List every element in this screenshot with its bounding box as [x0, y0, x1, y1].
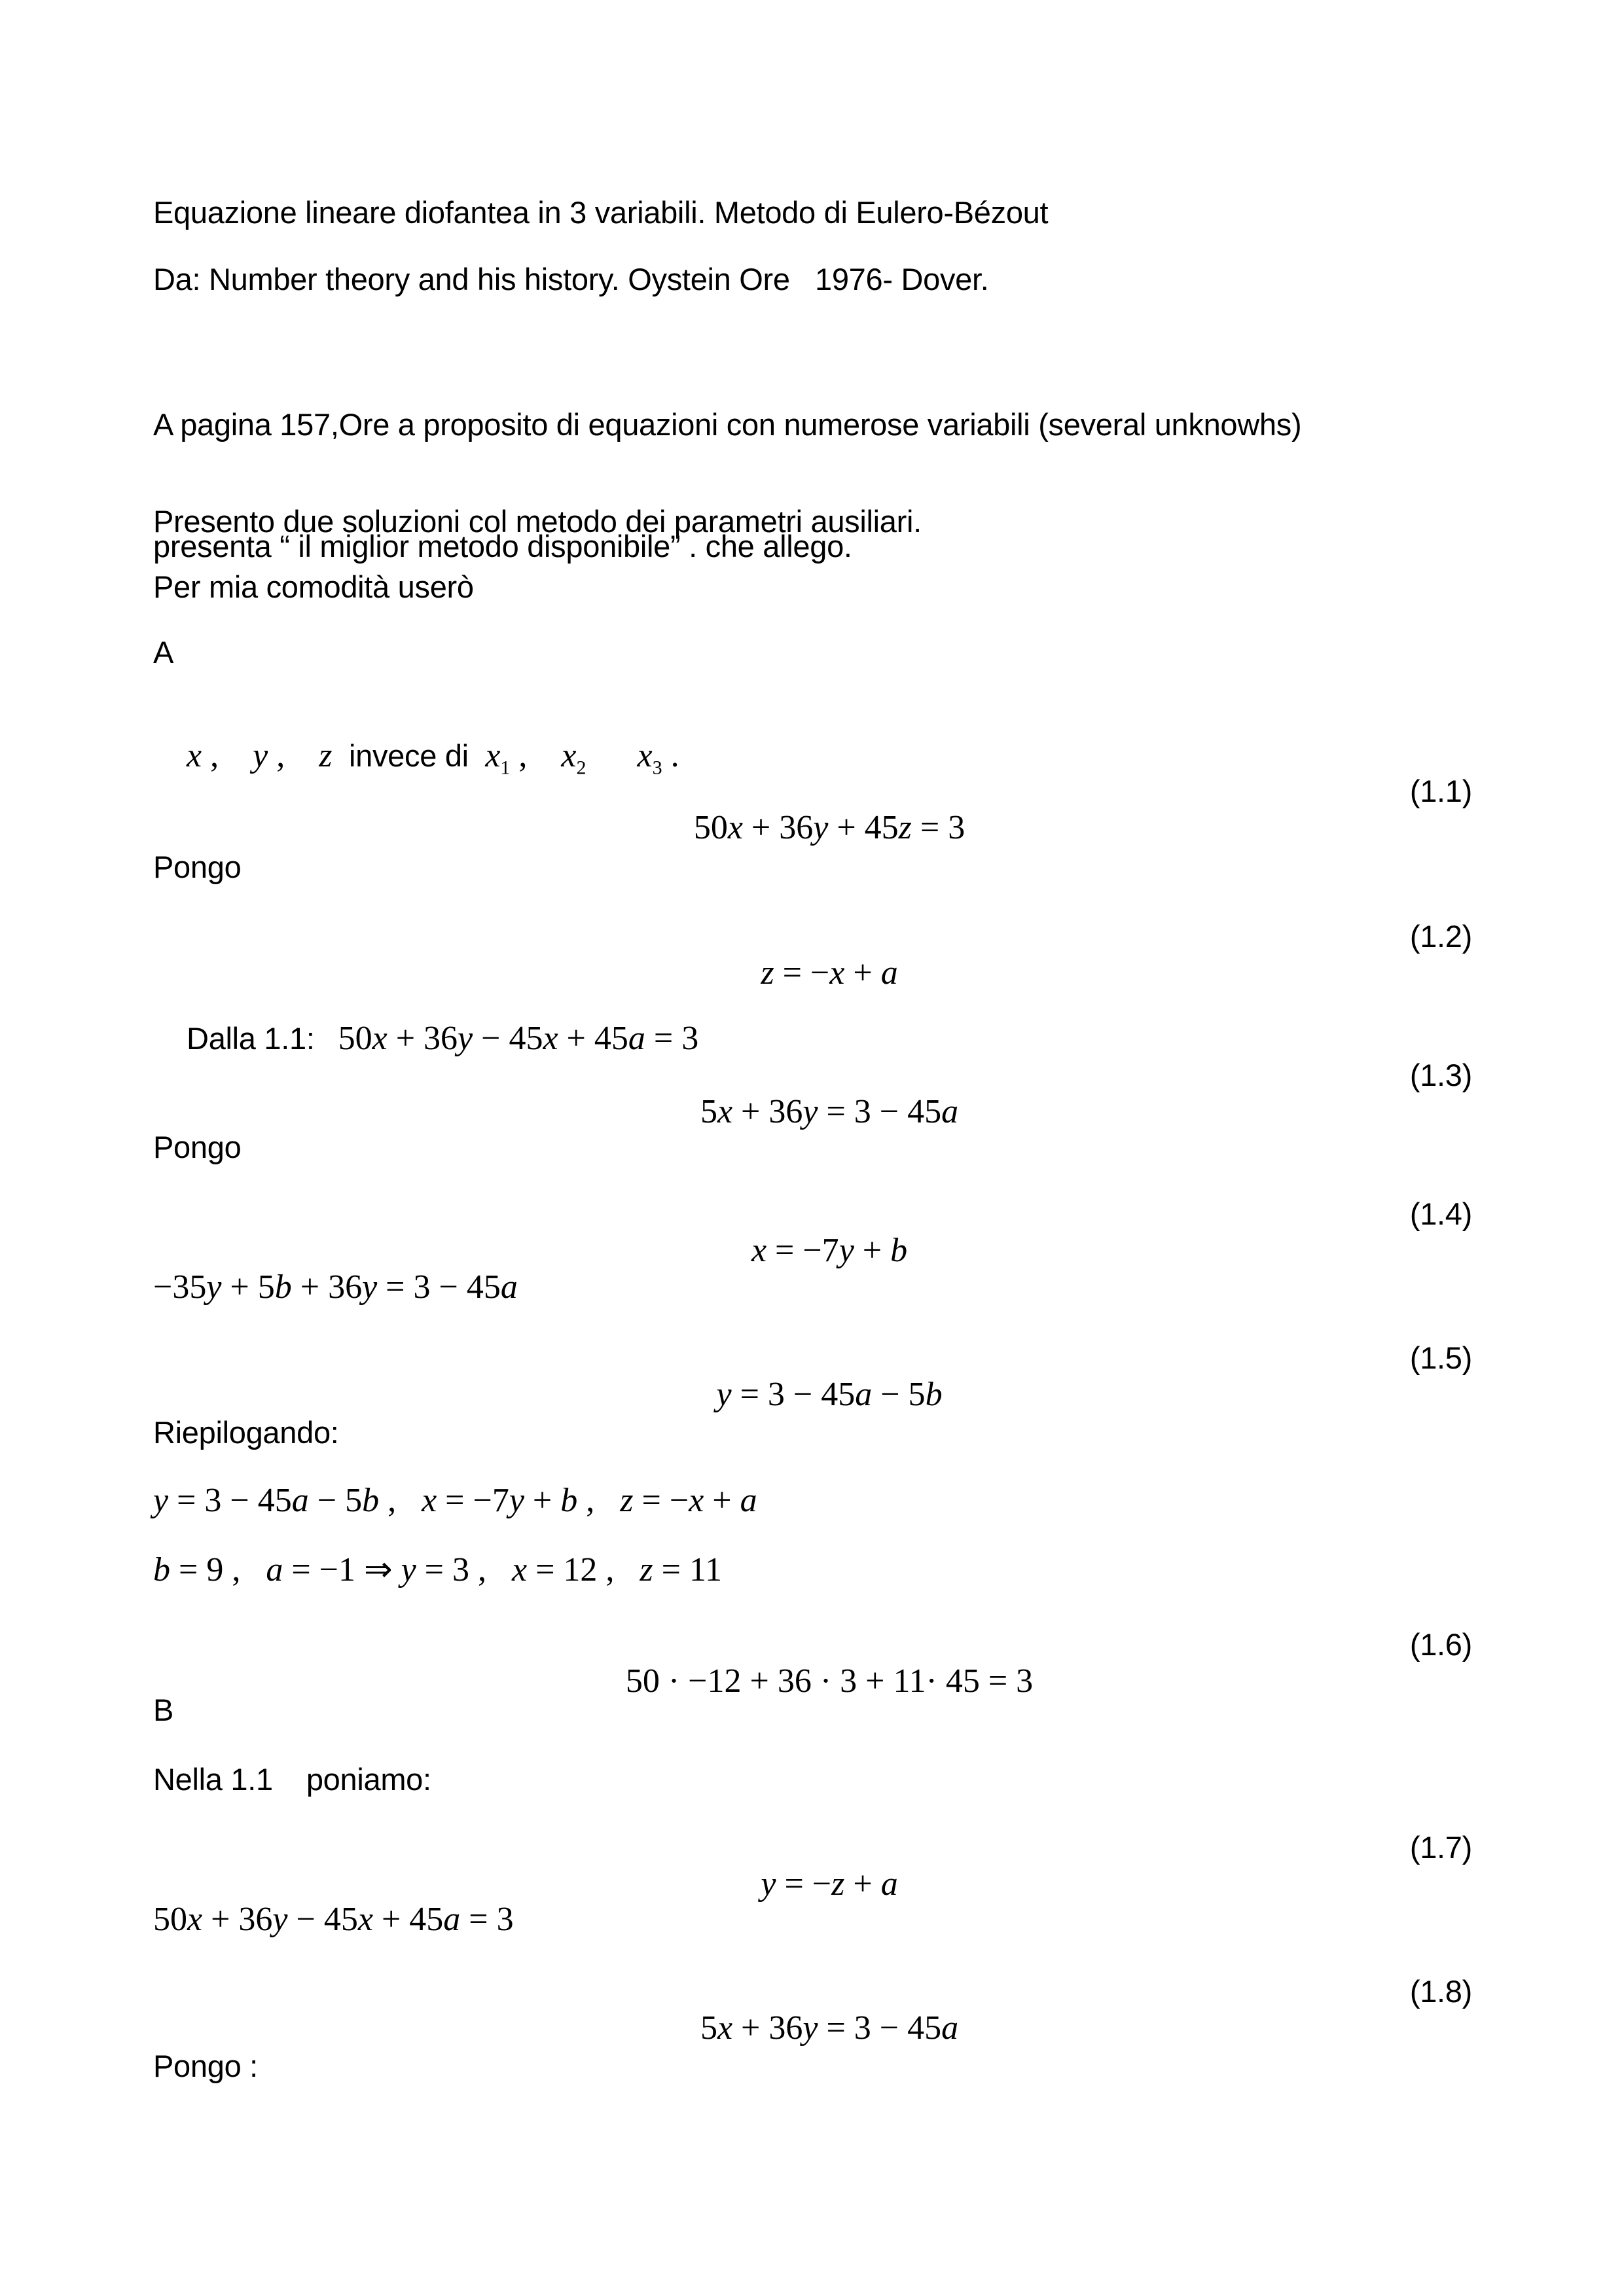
math-x3-base: x — [637, 737, 653, 774]
dalla-label: Dalla 1.1: — [187, 1021, 315, 1056]
math-x3-separator: . — [662, 737, 679, 774]
math-subscripted-vars — [485, 737, 679, 779]
section-b-heading: B — [153, 1693, 174, 1727]
source-reference: Da: Number theory and his history. Oystein Ore 1976- Dover. — [153, 262, 989, 296]
math-xyz: x , y , z — [187, 737, 333, 774]
math-x2-base: x — [561, 737, 577, 774]
presentation-sentence: Presento due soluzioni col metodo dei parametri ausiliari. — [153, 504, 922, 539]
pongo-label-2: Pongo — [153, 1130, 242, 1164]
section-a-heading: A — [153, 635, 174, 670]
math-x1-subscript: 1 — [500, 757, 511, 779]
equation-1-6-number: (1.6) — [1409, 1627, 1472, 1662]
math-x2-separator — [586, 737, 638, 774]
equation-1-1 — [153, 771, 1472, 923]
math-x1-base: x — [485, 737, 501, 774]
step-math-1: −35y + 5b + 36y = 3 − 45a — [153, 1268, 518, 1306]
pongo-label-1: Pongo — [153, 850, 242, 884]
equation-1-2-number: (1.2) — [1409, 919, 1472, 954]
equation-1-4-number: (1.4) — [1409, 1196, 1472, 1231]
summary-line-1: y = 3 − 45a − 5b , x = −7y + b , z = −x + a — [153, 1482, 757, 1519]
dalla-math: 50x + 36y − 45x + 45a = 3 — [338, 1020, 699, 1057]
comfort-sentence: Per mia comodità userò — [153, 569, 474, 604]
summary-line-2: b = 9 , a = −1 ⇒ y = 3 , x = 12 , z = 11 — [153, 1551, 723, 1588]
equation-1-6-formula: 50 · −12 + 36 · 3 + 11· 45 = 3 — [625, 1662, 1034, 1700]
equation-1-1-formula: 50x + 36y + 45z = 3 — [693, 809, 965, 846]
nella-line: Nella 1.1 poniamo: — [153, 1762, 431, 1797]
math-x2-subscript: 2 — [576, 757, 586, 779]
step-math-2: 50x + 36y − 45x + 45a = 3 — [153, 1901, 514, 1938]
equation-1-7-formula: y = −z + a — [761, 1865, 898, 1903]
equation-1-3-number: (1.3) — [1409, 1058, 1472, 1092]
variables-label: invece di — [332, 738, 486, 773]
riepilogando-heading: Riepilogando: — [153, 1415, 339, 1450]
equation-1-8-number: (1.8) — [1409, 1974, 1472, 2009]
intro-paragraph-line1: A pagina 157,Ore a proposito di equazioni con numerose variabili (several unknowhs) — [153, 407, 1302, 442]
equation-1-5-formula: y = 3 − 45a − 5b — [716, 1376, 943, 1413]
equation-1-1-number: (1.1) — [1409, 774, 1472, 808]
intro-paragraph-line2: presenta “ il miglior metodo disponibile” . che allego. — [153, 529, 852, 564]
math-x1-separator: , — [510, 737, 562, 774]
page-title: Equazione lineare diofantea in 3 variabili. Metodo di Eulero-Bézout — [153, 195, 1049, 230]
pongo-label-3: Pongo : — [153, 2049, 258, 2083]
math-x3-subscript: 3 — [652, 757, 662, 779]
equation-1-3-formula: 5x + 36y = 3 − 45a — [700, 1093, 959, 1130]
equation-1-5-number: (1.5) — [1409, 1340, 1472, 1375]
equation-1-4-formula: x = −7y + b — [751, 1232, 908, 1269]
equation-1-8-formula: 5x + 36y = 3 − 45a — [700, 2009, 959, 2047]
equation-1-7-number: (1.7) — [1409, 1830, 1472, 1865]
equation-1-2-formula: z = −x + a — [761, 954, 898, 992]
